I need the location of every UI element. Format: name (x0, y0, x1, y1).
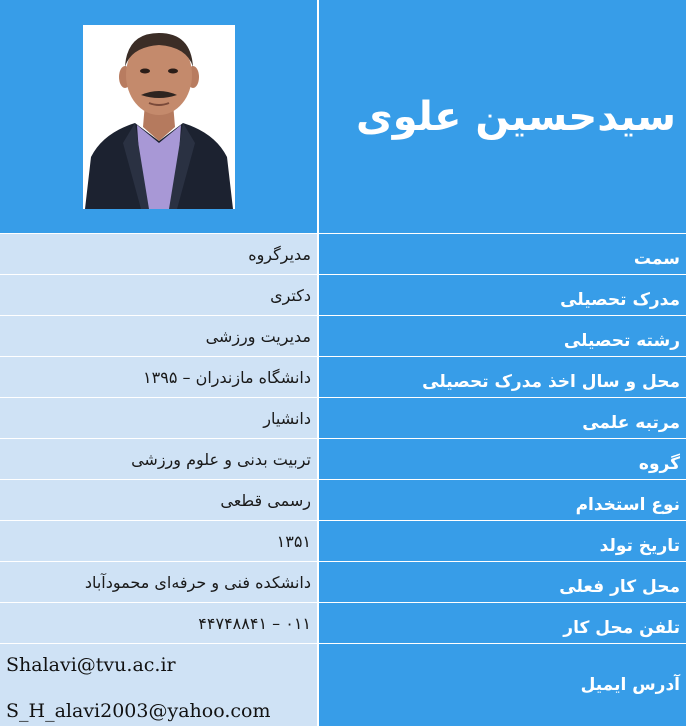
person-name: سیدحسین علوی (356, 93, 676, 140)
label-degree: مدرک تحصیلی (319, 275, 686, 315)
portrait-icon (83, 25, 235, 209)
photo-cell (0, 0, 317, 233)
value-field: مدیریت ورزشی (0, 316, 317, 356)
value-workplace: دانشکده فنی و حرفه‌ای محمودآباد (0, 562, 317, 602)
label-birth-date: تاریخ تولد (319, 521, 686, 561)
label-field: رشته تحصیلی (319, 316, 686, 356)
value-employment-type: رسمی قطعی (0, 480, 317, 520)
value-birth-date: ۱۳۵۱ (0, 521, 317, 561)
value-academic-rank: دانشیار (0, 398, 317, 438)
label-position: سمت (319, 234, 686, 274)
label-workplace: محل کار فعلی (319, 562, 686, 602)
value-degree-place-year: دانشگاه مازندران – ۱۳۹۵ (0, 357, 317, 397)
email-link-2[interactable]: S_H_alavi2003@yahoo.com (6, 700, 271, 722)
label-degree-place-year: محل و سال اخذ مدرک تحصیلی (319, 357, 686, 397)
portrait-photo (83, 25, 235, 209)
name-header (319, 0, 686, 233)
value-degree: دکتری (0, 275, 317, 315)
label-academic-rank: مرتبه علمی (319, 398, 686, 438)
email-values (0, 644, 317, 726)
label-group: گروه (319, 439, 686, 479)
label-work-phone: تلفن محل کار (319, 603, 686, 643)
label-employment-type: نوع استخدام (319, 480, 686, 520)
value-group: تربیت بدنی و علوم ورزشی (0, 439, 317, 479)
email-link-1[interactable]: Shalavi@tvu.ac.ir (6, 654, 176, 676)
value-work-phone: ۰۱۱ – ۴۴۷۴۸۸۴۱ (0, 603, 317, 643)
label-email: آدرس ایمیل (319, 644, 686, 726)
value-position: مدیرگروه (0, 234, 317, 274)
